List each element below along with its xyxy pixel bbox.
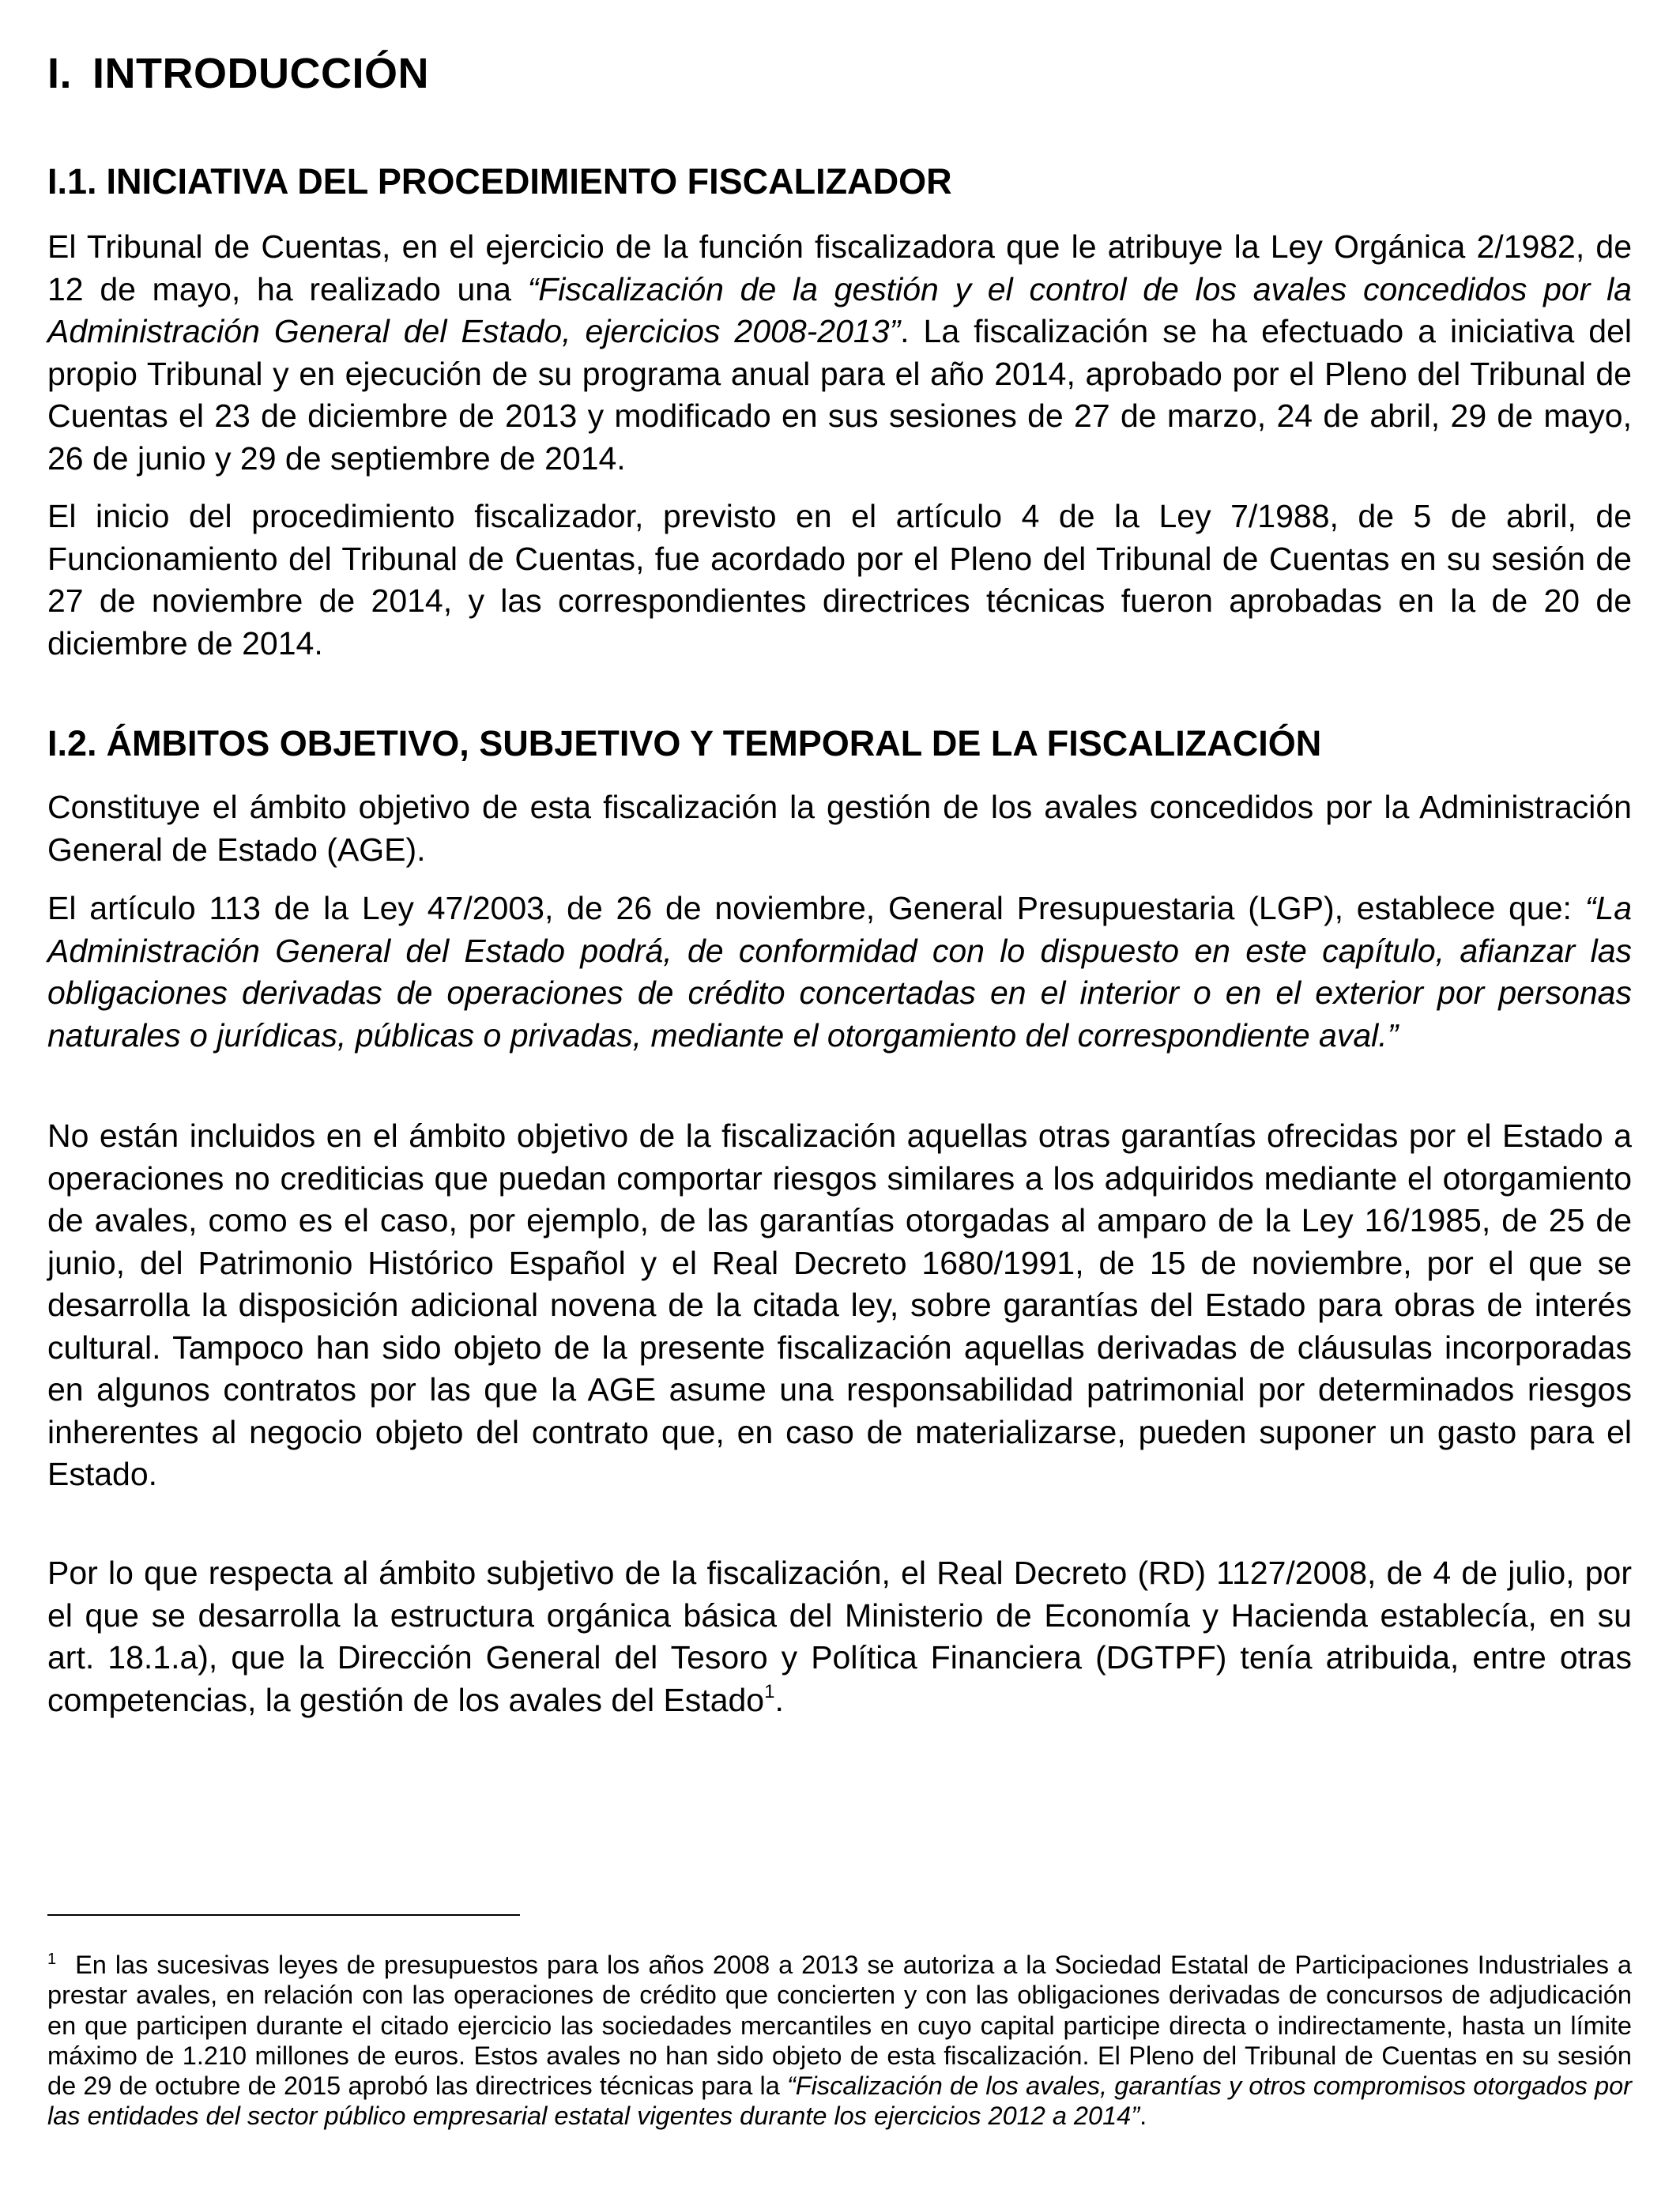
section-heading	[47, 46, 429, 101]
document-page	[47, 0, 1632, 2194]
footnote-separator	[47, 1914, 520, 1916]
paragraph-no-incluidos: No están incluidos en el ámbito objetivo de la fiscalización aquellas otras garantías ofrecidas por el Estado a operaciones no crediticias que puedan comportar riesgos similares a los adquiridos mediante el otorgamiento de avales, como es el caso, por ejemplo, de las garantías otorgadas al amparo de la Ley 16/1985, de 25 de junio, del Patrimonio Histórico Español y el Real Decreto 1680/1991, de 15 de noviembre, por el que se desarrolla la disposición adicional novena de la citada ley, sobre garantías del Estado para obras de interés cultural. Tampoco han sido objeto de la presente fiscalización aquellas derivadas de cláusulas incorporadas en algunos contratos por las que la AGE asume una responsabilidad patrimonial por determinados riesgos inherentes al negocio objeto del contrato que, en caso de materializarse, pueden suponer un gasto para el Estado.	[47, 1118, 1632, 1492]
subsection-number-1: I.1.	[47, 161, 97, 202]
footnote-text: En las sucesivas leyes de presupuestos para los años 2008 a 2013 se autoriza a la Sociedad Estatal de Participaciones Industriales a prestar avales, en relación con las operaciones de crédito que concierten y con las obligaciones derivadas de concursos de adjudicación en que participen durante el citado ejercicio las sociedades mercantiles en cuyo capital participe directa o indirectamente, hasta un límite máximo de 1.210 millones de euros. Estos avales no han sido objeto de esta fiscalización. El Pleno del Tribunal de Cuentas en su sesión de 29 de octubre de 2015 aprobó las directrices técnicas para la	[47, 1951, 1632, 2101]
paragraph-articulo-113	[47, 888, 1632, 1057]
subsection-heading-2	[47, 720, 1321, 767]
subsection-title-2: ÁMBITOS OBJETIVO, SUBJETIVO Y TEMPORAL DE LA FISCALIZACIÓN	[106, 723, 1322, 763]
paragraph-inicio-procedimiento: El inicio del procedimiento fiscalizador, previsto en el artículo 4 de la Ley 7/1988, de 5 de abril, de Funcionamiento del Tribunal de Cuentas, fue acordado por el Pleno del Tribunal de Cuentas en su sesión de 27 de noviembre de 2014, y las correspondientes directrices técnicas fueron aprobadas en la de 20 de diciembre de 2014.	[47, 498, 1632, 662]
quoted-law-text: “La Administración General del Estado podrá, de conformidad con lo dispuesto en este capítulo, afianzar las obligaciones derivadas de operaciones de crédito concertadas en el interior o en el exterior por personas naturales o jurídicas, públicas o privadas, mediante el otorgamiento del correspondiente aval.”	[47, 890, 1632, 1054]
paragraph-text: El artículo 113 de la Ley 47/2003, de 26 de noviembre, General Presupuestaria (LGP), establece que:	[47, 890, 1585, 926]
paragraph-ambito-objetivo: Constituye el ámbito objetivo de esta fiscalización la gestión de los avales concedidos por la Administración General de Estado (AGE).	[47, 789, 1632, 868]
subsection-heading-1	[47, 158, 952, 205]
paragraph-text: . La fiscalización se ha efectuado a iniciativa del propio Tribunal y en ejecución de su programa anual para el año 2014, aprobado por el Pleno del Tribunal de Cuentas el 23 de diciembre de 2013 y modificado en sus sesiones de 27 de marzo, 24 de abril, 29 de mayo, 26 de junio y 29 de septiembre de 2014.	[47, 313, 1633, 477]
quoted-title: “Fiscalización de la gestión y el control de los avales concedidos por la Administración General del Estado, ejercicios 2008-2013”	[47, 270, 1632, 349]
subsection-title-1: INICIATIVA DEL PROCEDIMIENTO FISCALIZADOR	[106, 161, 952, 202]
paragraph-text: .	[774, 1681, 784, 1718]
footnote-1	[47, 1950, 1632, 2132]
footnote-text: .	[1139, 2102, 1147, 2131]
subsection-number-2: I.2.	[47, 723, 97, 763]
footnote-reference[interactable]: 1	[764, 1680, 775, 1702]
footnote-quote: “Fiscalización de los avales, garantías y otros compromisos otorgados por las entidades del sector público empresarial estatal vigentes durante los ejercicios 2012 a 2014”	[47, 2071, 1632, 2131]
paragraph-ambito-subjetivo	[47, 1552, 1632, 1721]
section-title: INTRODUCCIÓN	[92, 50, 429, 97]
paragraph-iniciativa	[47, 226, 1632, 480]
section-number: I.	[47, 50, 73, 97]
paragraph-text: El Tribunal de Cuentas, en el ejercicio de la función fiscalizadora que le atribuye la Ley Orgánica 2/1982, de 12 de mayo, ha realizado una	[47, 228, 1632, 307]
footnote-mark: 1	[47, 1951, 57, 1968]
paragraph-text: Por lo que respecta al ámbito subjetivo de la fiscalización, el Real Decreto (RD) 1127/2008, de 4 de julio, por el que se desarrolla la estructura orgánica básica del Ministerio de Economía y Hacienda establecía, en su art. 18.1.a), que la Dirección General del Tesoro y Política Financiera (DGTPF) tenía atribuida, entre otras competencias, la gestión de los avales del Estado	[47, 1555, 1632, 1718]
